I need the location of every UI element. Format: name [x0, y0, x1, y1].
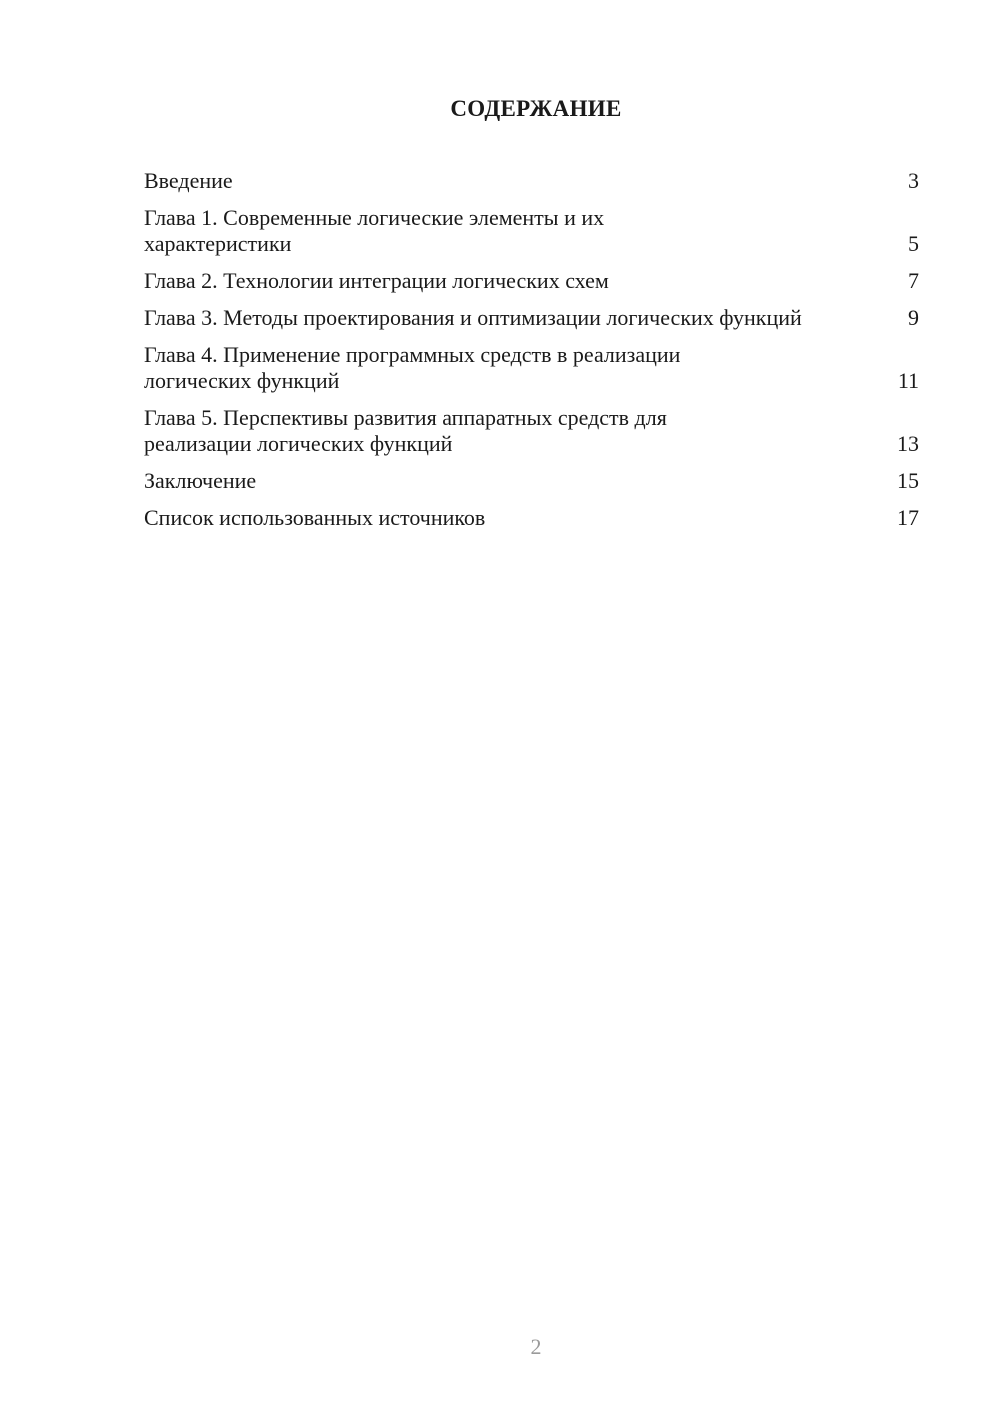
toc-item-page: 5 [908, 231, 919, 256]
toc-item-page: 9 [908, 305, 919, 330]
toc-item-label: Список использованных источников [144, 505, 486, 530]
toc-item-page: 3 [908, 168, 919, 193]
toc-item-page: 11 [897, 368, 919, 393]
toc-item-references [144, 505, 919, 531]
toc-item-label: Глава 3. Методы проектирования и оптимизации логических функций [144, 305, 802, 330]
toc-item-label: Заключение [144, 468, 257, 493]
toc-item-page: 17 [897, 505, 919, 530]
toc-item-conclusion [144, 468, 919, 494]
toc-item-chapter-2 [144, 268, 919, 294]
page-number: 2 [530, 1334, 542, 1359]
toc-item-chapter-5 [144, 405, 919, 457]
toc-item-label: Введение [144, 168, 233, 193]
toc-item-label: Глава 1. Современные логические элементы и их характеристики [144, 205, 605, 256]
toc-item-page: 15 [897, 468, 919, 493]
toc-item-label: Глава 2. Технологии интеграции логических схем [144, 268, 609, 293]
table-of-contents [144, 168, 919, 542]
toc-item-chapter-4 [144, 342, 919, 394]
page-title: СОДЕРЖАНИЕ [450, 96, 622, 121]
toc-item-chapter-1 [144, 205, 919, 257]
toc-item-introduction [144, 168, 919, 194]
toc-item-page: 13 [897, 431, 919, 456]
toc-item-label: Глава 5. Перспективы развития аппаратных средств для реализации логических функций [144, 405, 667, 456]
toc-item-page: 7 [908, 268, 919, 293]
toc-item-chapter-3 [144, 305, 919, 331]
toc-item-label: Глава 4. Применение программных средств в реализации логических функций [144, 342, 681, 393]
